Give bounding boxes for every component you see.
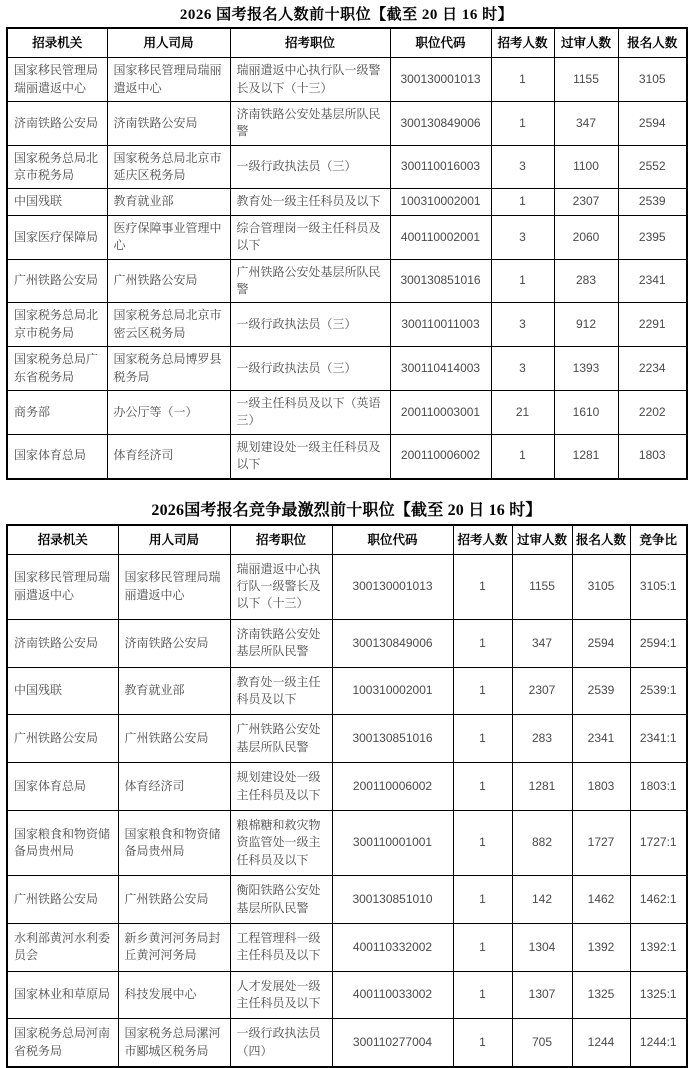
table-row bbox=[7, 554, 687, 619]
table-cell: 1803:1 bbox=[630, 763, 687, 811]
column-header: 招考人数 bbox=[491, 28, 554, 58]
table-cell: 882 bbox=[512, 810, 572, 875]
table-cell: 300110001001 bbox=[332, 810, 453, 875]
table-row bbox=[7, 971, 687, 1019]
table-cell: 新乡黄河河务局封丘黄河河务局 bbox=[118, 923, 230, 971]
table-cell: 1 bbox=[491, 434, 554, 478]
table-cell: 300130001013 bbox=[390, 58, 491, 102]
table-cell: 2307 bbox=[554, 189, 618, 215]
table-cell: 300130001013 bbox=[332, 554, 453, 619]
table-cell: 300130851016 bbox=[332, 715, 453, 763]
table-cell: 2060 bbox=[554, 215, 618, 259]
table-cell: 广州铁路公安局 bbox=[118, 876, 230, 924]
table-cell: 国家粮食和物资储备局贵州局 bbox=[7, 810, 118, 875]
table-cell: 广州铁路公安局 bbox=[7, 715, 118, 763]
table-cell: 1304 bbox=[512, 923, 572, 971]
table-row bbox=[7, 347, 687, 391]
table2-title: 2026国考报名竞争最激烈前十职位【截至 20 日 16 时】 bbox=[151, 501, 542, 519]
table-cell: 工程管理科一级主任科员及以下 bbox=[230, 923, 332, 971]
table-cell: 一级行政执法员（三） bbox=[230, 347, 390, 391]
table-cell: 瑞丽遣返中心执行队一级警长及以下（十三） bbox=[230, 58, 390, 102]
table-cell: 1 bbox=[453, 715, 512, 763]
column-header: 招考职位 bbox=[230, 525, 332, 555]
table-cell: 1155 bbox=[512, 554, 572, 619]
table-cell: 2291 bbox=[618, 303, 687, 347]
table-cell: 1 bbox=[453, 876, 512, 924]
table-cell: 142 bbox=[512, 876, 572, 924]
table-cell: 347 bbox=[512, 619, 572, 667]
table-cell: 2234 bbox=[618, 347, 687, 391]
header-row bbox=[7, 525, 687, 555]
table-cell: 3 bbox=[491, 347, 554, 391]
table-cell: 国家林业和草原局 bbox=[7, 971, 118, 1019]
table-cell: 体育经济司 bbox=[118, 763, 230, 811]
table-cell: 300110011003 bbox=[390, 303, 491, 347]
table-cell: 3 bbox=[491, 145, 554, 189]
column-header: 招录机关 bbox=[7, 28, 107, 58]
table-cell: 水利部黄河水利委员会 bbox=[7, 923, 118, 971]
table-cell: 400110002001 bbox=[390, 215, 491, 259]
table-cell: 705 bbox=[512, 1019, 572, 1067]
table-cell: 400110332002 bbox=[332, 923, 453, 971]
table-cell: 2341:1 bbox=[630, 715, 687, 763]
column-header: 报名人数 bbox=[572, 525, 630, 555]
table-cell: 2202 bbox=[618, 390, 687, 434]
table-cell: 2539 bbox=[572, 667, 630, 715]
table-cell: 1803 bbox=[572, 763, 630, 811]
table-cell: 283 bbox=[512, 715, 572, 763]
table-cell: 国家税务总局北京市税务局 bbox=[7, 145, 107, 189]
table-cell: 100310002001 bbox=[390, 189, 491, 215]
column-header: 竞争比 bbox=[630, 525, 687, 555]
table-row bbox=[7, 876, 687, 924]
table-cell: 200110006002 bbox=[332, 763, 453, 811]
table-cell: 1 bbox=[453, 763, 512, 811]
table-row bbox=[7, 189, 687, 215]
table-row bbox=[7, 810, 687, 875]
column-header: 用人司局 bbox=[107, 28, 230, 58]
table-row bbox=[7, 101, 687, 145]
table-cell: 广州铁路公安局 bbox=[7, 876, 118, 924]
table-cell: 3 bbox=[491, 215, 554, 259]
table-cell: 1 bbox=[453, 619, 512, 667]
table-cell: 200110006002 bbox=[390, 434, 491, 478]
table-cell: 2395 bbox=[618, 215, 687, 259]
column-header: 过审人数 bbox=[554, 28, 618, 58]
table-cell: 国家税务总局漯河市郾城区税务局 bbox=[118, 1019, 230, 1067]
table-cell: 400110033002 bbox=[332, 971, 453, 1019]
table-cell: 国家税务总局北京市延庆区税务局 bbox=[107, 145, 230, 189]
table-cell: 3105 bbox=[618, 58, 687, 102]
table-row bbox=[7, 763, 687, 811]
table-cell: 2594 bbox=[618, 101, 687, 145]
table-cell: 1 bbox=[491, 58, 554, 102]
table-cell: 1392:1 bbox=[630, 923, 687, 971]
table-cell: 商务部 bbox=[7, 390, 107, 434]
table-row bbox=[7, 434, 687, 478]
table-cell: 国家税务总局北京市税务局 bbox=[7, 303, 107, 347]
table-cell: 济南铁路公安局 bbox=[118, 619, 230, 667]
table-cell: 教育处一级主任科员及以下 bbox=[230, 667, 332, 715]
header-row bbox=[7, 28, 687, 58]
table-cell: 国家粮食和物资储备局贵州局 bbox=[118, 810, 230, 875]
column-header: 职位代码 bbox=[332, 525, 453, 555]
table-cell: 1244 bbox=[572, 1019, 630, 1067]
table-cell: 21 bbox=[491, 390, 554, 434]
table-cell: 一级行政执法员（三） bbox=[230, 303, 390, 347]
table-cell: 办公厅等（一） bbox=[107, 390, 230, 434]
table-cell: 300130851010 bbox=[332, 876, 453, 924]
table-cell: 300130849006 bbox=[332, 619, 453, 667]
table-cell: 1281 bbox=[554, 434, 618, 478]
table-cell: 济南铁路公安局 bbox=[107, 101, 230, 145]
table-cell: 1727 bbox=[572, 810, 630, 875]
table-cell: 1462 bbox=[572, 876, 630, 924]
top-ten-positions-section bbox=[6, 3, 687, 480]
table-cell: 中国残联 bbox=[7, 189, 107, 215]
table-cell: 广州铁路公安处基层所队民警 bbox=[230, 715, 332, 763]
table-row bbox=[7, 619, 687, 667]
table-row bbox=[7, 259, 687, 303]
table-row bbox=[7, 390, 687, 434]
table-cell: 347 bbox=[554, 101, 618, 145]
table-row bbox=[7, 667, 687, 715]
table-row bbox=[7, 303, 687, 347]
table-cell: 1803 bbox=[618, 434, 687, 478]
table-cell: 国家移民管理局瑞丽遣返中心 bbox=[107, 58, 230, 102]
table-cell: 广州铁路公安局 bbox=[107, 259, 230, 303]
column-header: 过审人数 bbox=[512, 525, 572, 555]
table-cell: 2341 bbox=[618, 259, 687, 303]
table-cell: 国家移民管理局瑞丽遣返中心 bbox=[7, 554, 118, 619]
table-cell: 中国残联 bbox=[7, 667, 118, 715]
table-row bbox=[7, 58, 687, 102]
table-cell: 2539 bbox=[618, 189, 687, 215]
table-cell: 1462:1 bbox=[630, 876, 687, 924]
column-header: 招考人数 bbox=[453, 525, 512, 555]
table-cell: 一级行政执法员（四） bbox=[230, 1019, 332, 1067]
table-cell: 济南铁路公安处基层所队民警 bbox=[230, 619, 332, 667]
table-cell: 1 bbox=[491, 189, 554, 215]
table-cell: 1610 bbox=[554, 390, 618, 434]
table-cell: 1 bbox=[491, 259, 554, 303]
table-cell: 1155 bbox=[554, 58, 618, 102]
table-cell: 283 bbox=[554, 259, 618, 303]
table-cell: 1281 bbox=[512, 763, 572, 811]
table-cell: 1727:1 bbox=[630, 810, 687, 875]
column-header: 招考职位 bbox=[230, 28, 390, 58]
table-cell: 300110414003 bbox=[390, 347, 491, 391]
table-cell: 300110277004 bbox=[332, 1019, 453, 1067]
table-row bbox=[7, 715, 687, 763]
table-cell: 3105:1 bbox=[630, 554, 687, 619]
top-ten-positions-table bbox=[6, 27, 688, 480]
table-cell: 1392 bbox=[572, 923, 630, 971]
column-header: 报名人数 bbox=[618, 28, 687, 58]
table-row bbox=[7, 1019, 687, 1067]
table-cell: 1 bbox=[453, 667, 512, 715]
table-cell: 综合管理岗一级主任科员及以下 bbox=[230, 215, 390, 259]
table-cell: 人才发展处一级主任科员及以下 bbox=[230, 971, 332, 1019]
table-cell: 国家税务总局广东省税务局 bbox=[7, 347, 107, 391]
table-cell: 国家体育总局 bbox=[7, 434, 107, 478]
table-cell: 2594 bbox=[572, 619, 630, 667]
table-cell: 广州铁路公安局 bbox=[7, 259, 107, 303]
table1-title: 2026 国考报名人数前十职位【截至 20 日 16 时】 bbox=[179, 7, 514, 23]
table-cell: 1 bbox=[453, 810, 512, 875]
table-cell: 1325 bbox=[572, 971, 630, 1019]
table-cell: 国家税务总局博罗县税务局 bbox=[107, 347, 230, 391]
table-cell: 衡阳铁路公安处基层所队民警 bbox=[230, 876, 332, 924]
table-cell: 国家移民管理局瑞丽遣返中心 bbox=[7, 58, 107, 102]
column-header: 招录机关 bbox=[7, 525, 118, 555]
table-cell: 国家税务总局北京市密云区税务局 bbox=[107, 303, 230, 347]
table-row bbox=[7, 923, 687, 971]
table-cell: 一级行政执法员（三） bbox=[230, 145, 390, 189]
table-cell: 1 bbox=[453, 971, 512, 1019]
table-cell: 1 bbox=[453, 554, 512, 619]
table-cell: 2594:1 bbox=[630, 619, 687, 667]
table-cell: 粮棉糖和救灾物资监管处一级主任科员及以下 bbox=[230, 810, 332, 875]
table-cell: 1325:1 bbox=[630, 971, 687, 1019]
table-cell: 瑞丽遣返中心执行队一级警长及以下（十三） bbox=[230, 554, 332, 619]
table-cell: 教育就业部 bbox=[107, 189, 230, 215]
table-cell: 1 bbox=[453, 923, 512, 971]
table-cell: 医疗保障事业管理中心 bbox=[107, 215, 230, 259]
table-cell: 1100 bbox=[554, 145, 618, 189]
table-cell: 2341 bbox=[572, 715, 630, 763]
table-cell: 300130851016 bbox=[390, 259, 491, 303]
table-cell: 规划建设处一级主任科员及以下 bbox=[230, 434, 390, 478]
table-cell: 1307 bbox=[512, 971, 572, 1019]
table-cell: 体育经济司 bbox=[107, 434, 230, 478]
column-header: 用人司局 bbox=[118, 525, 230, 555]
table-cell: 一级主任科员及以下（英语三） bbox=[230, 390, 390, 434]
most-competitive-positions-table bbox=[6, 524, 688, 1068]
table-cell: 200110003001 bbox=[390, 390, 491, 434]
table-cell: 100310002001 bbox=[332, 667, 453, 715]
table-cell: 912 bbox=[554, 303, 618, 347]
table-cell: 国家移民管理局瑞丽遣返中心 bbox=[118, 554, 230, 619]
table-cell: 规划建设处一级主任科员及以下 bbox=[230, 763, 332, 811]
table-cell: 3 bbox=[491, 303, 554, 347]
table-row bbox=[7, 215, 687, 259]
table-cell: 2307 bbox=[512, 667, 572, 715]
table-cell: 济南铁路公安处基层所队民警 bbox=[230, 101, 390, 145]
column-header: 职位代码 bbox=[390, 28, 491, 58]
most-competitive-positions-section bbox=[6, 497, 687, 1068]
table-cell: 济南铁路公安局 bbox=[7, 101, 107, 145]
table-cell: 国家税务总局河南省税务局 bbox=[7, 1019, 118, 1067]
table-cell: 1244:1 bbox=[630, 1019, 687, 1067]
table-cell: 国家医疗保障局 bbox=[7, 215, 107, 259]
table-cell: 2552 bbox=[618, 145, 687, 189]
table-cell: 1 bbox=[453, 1019, 512, 1067]
table-cell: 300110016003 bbox=[390, 145, 491, 189]
table-cell: 教育就业部 bbox=[118, 667, 230, 715]
table-cell: 国家体育总局 bbox=[7, 763, 118, 811]
table-cell: 科技发展中心 bbox=[118, 971, 230, 1019]
table-cell: 广州铁路公安处基层所队民警 bbox=[230, 259, 390, 303]
table-cell: 济南铁路公安局 bbox=[7, 619, 118, 667]
table-cell: 1 bbox=[491, 101, 554, 145]
table-cell: 广州铁路公安局 bbox=[118, 715, 230, 763]
table-row bbox=[7, 145, 687, 189]
table-cell: 3105 bbox=[572, 554, 630, 619]
table-cell: 2539:1 bbox=[630, 667, 687, 715]
table-cell: 300130849006 bbox=[390, 101, 491, 145]
table-cell: 1393 bbox=[554, 347, 618, 391]
table-cell: 教育处一级主任科员及以下 bbox=[230, 189, 390, 215]
